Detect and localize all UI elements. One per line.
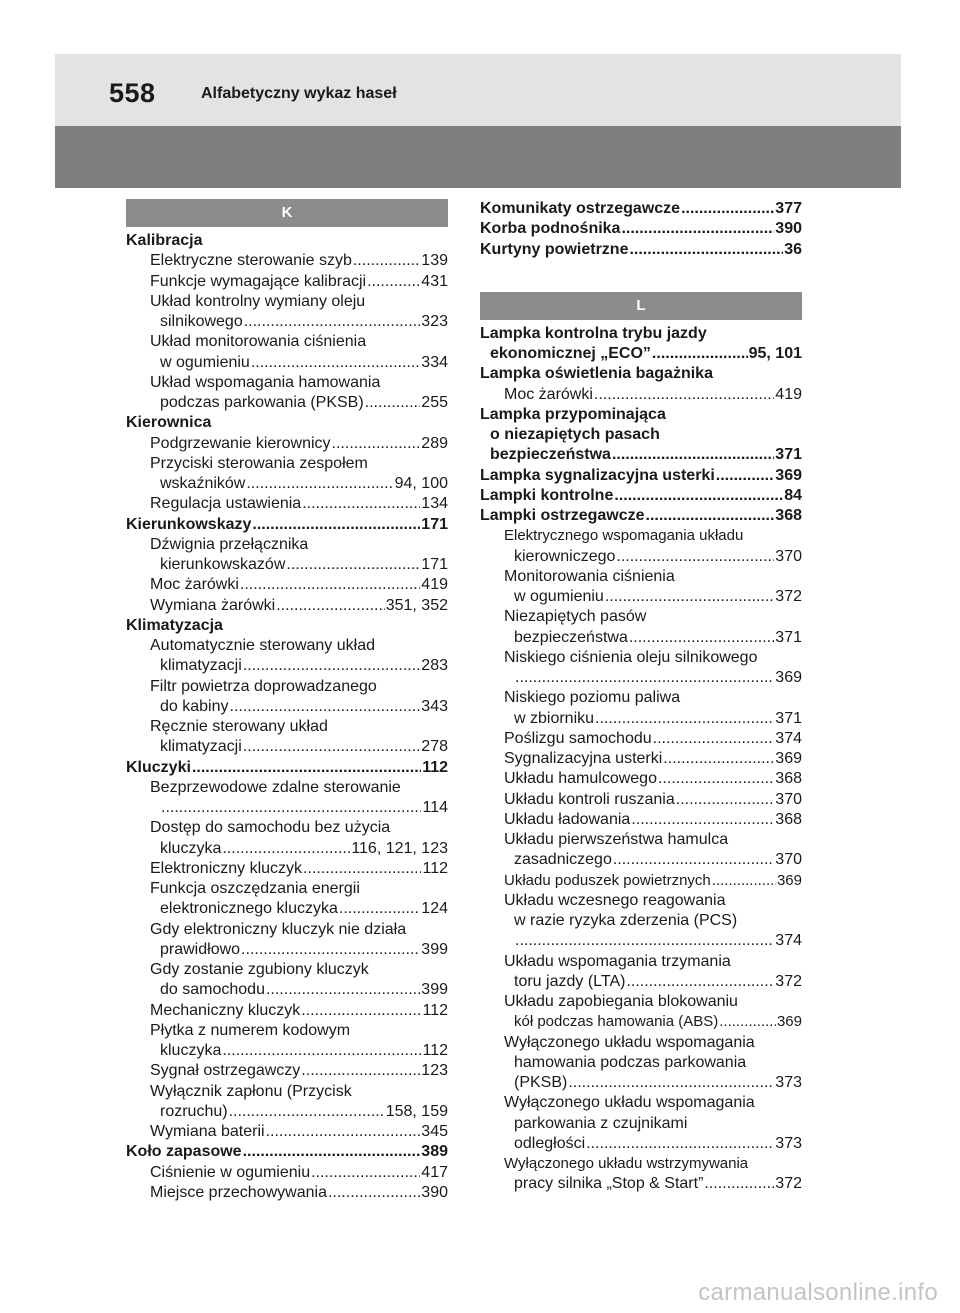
index-entry-text: Wyłączonego układu wstrzymywania xyxy=(504,1155,749,1172)
index-entry[interactable]: Podgrzewanie kierownicy ..... 289 xyxy=(126,434,448,454)
index-entry[interactable]: w ogumieniu ..... 334 xyxy=(126,353,448,373)
index-entry-text: Układu zapobiegania blokowaniu xyxy=(504,993,738,1010)
index-entry-text: Układu pierwszeństwa hamulca xyxy=(504,831,729,848)
index-entry-text: Monitorowania ciśnienia xyxy=(504,567,675,585)
index-entry-text: Bezprzewodowe zdalne sterowanie xyxy=(150,778,401,796)
index-entry[interactable]: Układu ładowania ..... 368 xyxy=(480,810,802,830)
index-entry-text: w razie ryzyka zderzenia (PCS) xyxy=(514,912,738,929)
index-entry-text: Niskiego ciśnienia oleju silnikowego xyxy=(504,648,758,666)
index-entry-text: Funkcja oszczędzania energii xyxy=(150,880,360,897)
index-heading: o niezapiętych pasach xyxy=(490,426,660,443)
section-header-k: K xyxy=(126,199,448,227)
index-heading-entry[interactable]: Koło zapasowe ..... 389 xyxy=(126,1142,448,1162)
index-entry[interactable]: ..... 374 xyxy=(480,931,802,951)
index-entry-text: Dźwignia przełącznika xyxy=(150,535,309,553)
index-entry[interactable]: rozruchu) ..... 158, 159 xyxy=(126,1102,448,1122)
index-entry[interactable]: kierowniczego ..... 370 xyxy=(480,547,802,567)
index-entry[interactable]: Sygnalizacyjna usterki ..... 369 xyxy=(480,749,802,769)
section-header-l: L xyxy=(480,292,802,320)
index-entry[interactable]: Regulacja ustawienia ..... 134 xyxy=(126,494,448,514)
index-entry-text: Płytka z numerem kodowym xyxy=(150,1021,351,1039)
index-heading-entry[interactable]: Lampki kontrolne ..... 84 xyxy=(480,486,802,506)
index-entry[interactable]: zasadniczego ..... 370 xyxy=(480,850,802,870)
index-entry-text: Układ wspomagania hamowania xyxy=(150,373,381,391)
index-entry[interactable]: ..... 114 xyxy=(126,798,448,818)
index-entry-text: Układ kontrolny wymiany oleju xyxy=(150,292,366,310)
index-entry[interactable]: w zbiorniku ..... 371 xyxy=(480,709,802,729)
index-entry[interactable]: ..... 369 xyxy=(480,668,802,688)
index-heading-entry[interactable]: Lampka sygnalizacyjna usterki ..... 369 xyxy=(480,466,802,486)
index-entry[interactable]: kół podczas hamowania (ABS) ..... 369 xyxy=(480,1012,802,1032)
index-entry[interactable]: klimatyzacji ..... 278 xyxy=(126,737,448,757)
index-entry-text: hamowania podczas parkowania xyxy=(514,1053,747,1071)
index-entry-text: Niezapiętych pasów xyxy=(504,608,647,626)
index-heading-entry[interactable]: ekonomicznej „ECO” ..... 95, 101 xyxy=(480,344,802,364)
index-entry-text: Niskiego poziomu paliwa xyxy=(504,689,681,707)
index-heading-entry[interactable]: Korba podnośnika ..... 390 xyxy=(480,219,802,239)
index-heading: Lampka kontrolna trybu jazdy xyxy=(480,324,707,342)
header-band xyxy=(55,54,901,126)
index-heading: Kierownica xyxy=(126,414,212,432)
index-entry[interactable]: Moc żarówki ..... 419 xyxy=(480,385,802,405)
section-spacer xyxy=(480,260,802,292)
index-entry[interactable]: do kabiny ..... 343 xyxy=(126,697,448,717)
index-entry[interactable]: pracy silnika „Stop & Start” ..... 372 xyxy=(480,1174,802,1194)
index-entry-text: Ręcznie sterowany układ xyxy=(150,718,328,735)
index-entry[interactable]: wskaźników ..... 94, 100 xyxy=(126,474,448,494)
index-entry[interactable]: kierunkowskazów ..... 171 xyxy=(126,555,448,575)
index-entry-text: Przyciski sterowania zespołem xyxy=(150,454,368,472)
index-entry[interactable]: Elektroniczny kluczyk ..... 112 xyxy=(126,859,448,879)
index-entry-text: Układu wspomagania trzymania xyxy=(504,952,731,970)
index-entry[interactable]: Ciśnienie w ogumieniu ..... 417 xyxy=(126,1163,448,1183)
index-entry[interactable]: Mechaniczny kluczyk ..... 112 xyxy=(126,1001,448,1021)
index-heading: Kalibracja xyxy=(126,232,203,249)
index-heading: Lampka przypominająca xyxy=(480,405,666,423)
index-column-left xyxy=(126,199,448,1203)
index-entry[interactable]: (PKSB) ..... 373 xyxy=(480,1073,802,1093)
index-entry[interactable]: Sygnał ostrzegawczy ..... 123 xyxy=(126,1061,448,1081)
index-heading: Klimatyzacja xyxy=(126,616,223,634)
index-entry[interactable]: kluczyka ..... 112 xyxy=(126,1041,448,1061)
index-entry[interactable]: Elektryczne sterowanie szyb ..... 139 xyxy=(126,251,448,271)
index-entry-text: Filtr powietrza doprowadzanego xyxy=(150,677,377,695)
index-entry-text: Wyłączonego układu wspomagania xyxy=(504,1094,755,1112)
index-entry[interactable]: toru jazdy (LTA) ..... 372 xyxy=(480,972,802,992)
index-entry[interactable]: w ogumieniu ..... 372 xyxy=(480,587,802,607)
watermark: carmanualsonline.info xyxy=(698,1279,938,1306)
index-entry[interactable]: Moc żarówki ..... 419 xyxy=(126,575,448,595)
index-heading-entry[interactable]: Lampki ostrzegawcze ..... 368 xyxy=(480,506,802,526)
index-entry[interactable]: Poślizgu samochodu ..... 374 xyxy=(480,729,802,749)
index-entry-text: Automatycznie sterowany układ xyxy=(150,637,375,654)
index-entry[interactable]: Funkcje wymagające kalibracji ..... 431 xyxy=(126,272,448,292)
gray-banner xyxy=(55,126,901,188)
index-entry[interactable]: kluczyka ..... 116, 121, 123 xyxy=(126,839,448,859)
index-entry[interactable]: elektronicznego kluczyka ..... 124 xyxy=(126,899,448,919)
index-entry[interactable]: prawidłowo ..... 399 xyxy=(126,940,448,960)
index-entry-text: Wyłącznik zapłonu (Przycisk xyxy=(150,1082,352,1100)
index-entry[interactable]: Wymiana żarówki ..... 351, 352 xyxy=(126,596,448,616)
index-heading: Lampka oświetlenia bagażnika xyxy=(480,365,713,383)
index-column-right xyxy=(480,199,802,1195)
index-entry[interactable]: bezpieczeństwa ..... 371 xyxy=(480,628,802,648)
page-number: 558 xyxy=(109,78,156,108)
index-entry-text: Gdy zostanie zgubiony kluczyk xyxy=(150,961,369,978)
index-entry-text: Wyłączonego układu wspomagania xyxy=(504,1033,755,1051)
page-title: Alfabetyczny wykaz haseł xyxy=(201,85,397,102)
index-entry-text: parkowania z czujnikami xyxy=(514,1114,688,1132)
index-entry[interactable]: Układu hamulcowego ..... 368 xyxy=(480,769,802,789)
index-heading-entry[interactable]: Kierunkowskazy ..... 171 xyxy=(126,515,448,535)
index-heading-entry[interactable]: Kurtyny powietrzne ..... 36 xyxy=(480,240,802,260)
index-entry[interactable]: Układu poduszek powietrznych ..... 369 xyxy=(480,871,802,891)
index-entry-text: Dostęp do samochodu bez użycia xyxy=(150,819,391,837)
index-entry[interactable]: silnikowego ..... 323 xyxy=(126,312,448,332)
index-entry[interactable]: klimatyzacji ..... 283 xyxy=(126,656,448,676)
index-entry[interactable]: Układu kontroli ruszania ..... 370 xyxy=(480,790,802,810)
index-heading-entry[interactable]: bezpieczeństwa ..... 371 xyxy=(480,445,802,465)
index-entry-text: Gdy elektroniczny kluczyk nie działa xyxy=(150,920,407,938)
index-entry-text: Układu wczesnego reagowania xyxy=(504,891,726,909)
index-entry[interactable]: podczas parkowania (PKSB) ..... 255 xyxy=(126,393,448,413)
index-heading-entry[interactable]: Komunikaty ostrzegawcze ..... 377 xyxy=(480,199,802,219)
index-entry-text: Układ monitorowania ciśnienia xyxy=(150,333,367,351)
index-heading-entry[interactable]: Kluczyki ..... 112 xyxy=(126,758,448,778)
index-entry-text: Elektrycznego wspomagania układu xyxy=(504,527,744,545)
index-entry[interactable]: do samochodu ..... 399 xyxy=(126,980,448,1000)
index-entry[interactable]: Wymiana baterii ..... 345 xyxy=(126,1122,448,1142)
index-entry[interactable]: Miejsce przechowywania ..... 390 xyxy=(126,1183,448,1203)
index-entry[interactable]: odległości ..... 373 xyxy=(480,1134,802,1154)
